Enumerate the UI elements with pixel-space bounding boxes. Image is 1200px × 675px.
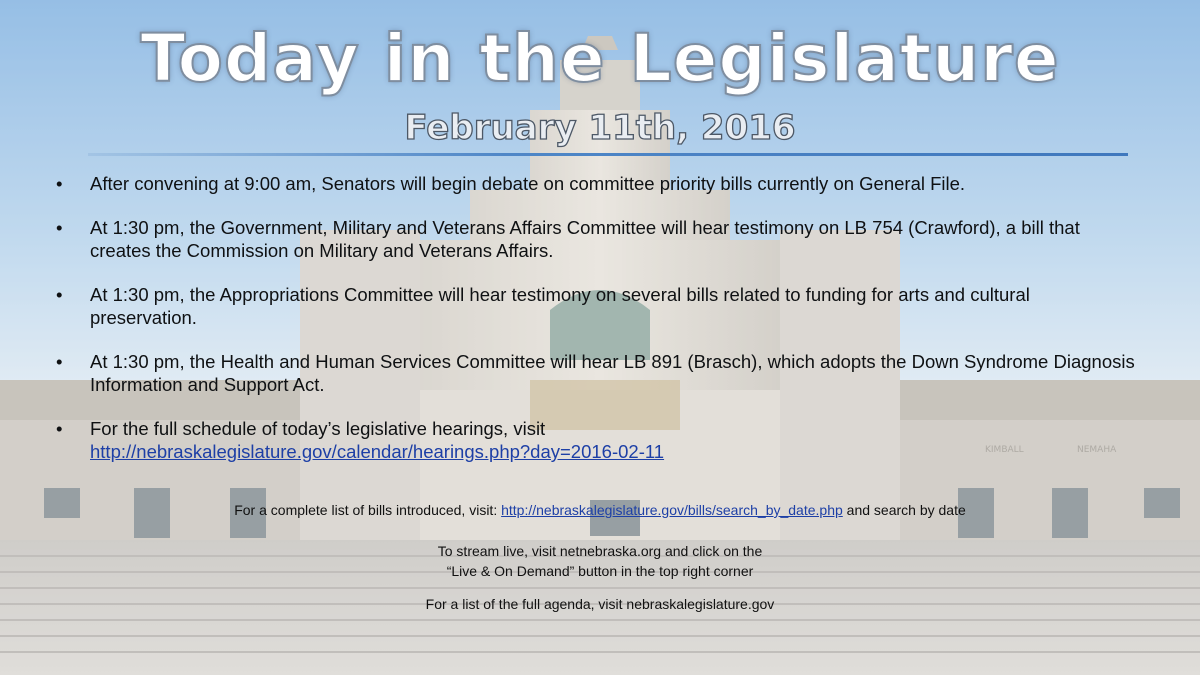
bullet-glyph: •: [56, 217, 63, 238]
title-divider: [88, 153, 1128, 156]
bullet-list: [56, 172, 1136, 463]
bullet-glyph: •: [56, 173, 63, 194]
slide-title: Today in the Legislature: [140, 20, 1060, 97]
stream-note-line1: To stream live, visit netnebraska.org and click on the: [437, 543, 763, 559]
bills-note-suffix: and search by date: [842, 502, 966, 518]
bullet-item: [56, 172, 1136, 195]
stream-note-line2: “Live & On Demand” button in the top right corner: [446, 563, 754, 579]
agenda-note: For a list of the full agenda, visit nebraskalegislature.gov: [425, 596, 775, 612]
bullet-item: [56, 350, 1136, 396]
slide-date: February 11th, 2016: [404, 108, 796, 148]
bills-note-prefix: For a complete list of bills introduced, visit:: [234, 502, 502, 518]
bullet-glyph: •: [56, 351, 63, 372]
bullet-glyph: •: [56, 418, 63, 439]
bullet-text: At 1:30 pm, the Health and Human Services Committee will hear LB 891 (Brasch), which adopts the Down Syndrome Diagnosis Information and Support Act.: [90, 351, 1135, 395]
bullet-glyph: •: [56, 284, 63, 305]
bullet-text: After convening at 9:00 am, Senators will begin debate on committee priority bills currently on General File.: [90, 173, 966, 194]
bills-search-link[interactable]: http://nebraskalegislature.gov/bills/search_by_date.php: [501, 502, 843, 518]
bullet-item: [56, 417, 1136, 463]
bullet-text: For the full schedule of today’s legislative hearings, visit: [90, 418, 546, 439]
bullet-item: [56, 216, 1136, 262]
bullet-item: [56, 283, 1136, 329]
engraving-left: KIMBALL: [985, 445, 1024, 455]
engraving-right: NEMAHA: [1077, 445, 1117, 455]
hearings-schedule-link[interactable]: http://nebraskalegislature.gov/calendar/hearings.php?day=2016-02-11: [90, 441, 665, 462]
bullet-text: At 1:30 pm, the Government, Military and Veterans Affairs Committee will hear testimony on LB 754 (Crawford), a bill that creates the Commission on Military and Veterans Affairs.: [90, 217, 1080, 261]
bills-list-note: [0, 500, 1200, 520]
stream-note: [0, 541, 1200, 581]
bullet-text: At 1:30 pm, the Appropriations Committee will hear testimony on several bills related to funding for arts and cultural preservation.: [90, 284, 1030, 328]
